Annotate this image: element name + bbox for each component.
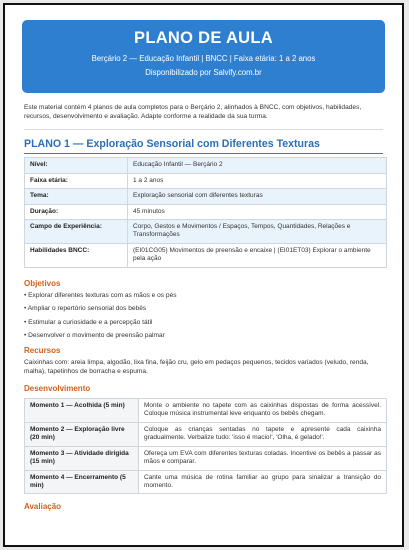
- info-key: Nível:: [25, 158, 128, 173]
- development-table: [24, 398, 387, 494]
- table-row: [25, 243, 387, 267]
- objectives-list: [24, 292, 383, 341]
- info-key: Duração:: [25, 204, 128, 219]
- header-subtitle: Berçário 2 — Educação Infantil | BNCC | Faixa etária: 1 a 2 anos: [91, 54, 316, 63]
- resources-heading: Recursos: [24, 345, 61, 355]
- page-title: PLANO DE AULA: [134, 29, 273, 47]
- info-value: (EI01CG05) Movimentos de preensão e encaixe | (EI01ET03) Explorar o ambiente pela ação: [128, 243, 387, 267]
- header-source: Disponibilizado por Salvify.com.br: [145, 68, 262, 77]
- table-row: [25, 470, 387, 494]
- moment-description: Cante uma música de rotina familiar ao grupo para sinalizar a transição do momento.: [139, 470, 387, 494]
- info-key: Habilidades BNCC:: [25, 243, 128, 267]
- table-row: [25, 189, 387, 204]
- table-row: [25, 158, 387, 173]
- document-page: [3, 3, 404, 547]
- info-key: Faixa etária:: [25, 173, 128, 188]
- table-row: [25, 204, 387, 219]
- moment-description: Coloque as crianças sentadas no tapete e apresente cada caixinha gradualmente. Verbalize tudo: 'isso é macio!', 'Olha, é gelado!'.: [139, 422, 387, 446]
- table-row: [25, 422, 387, 446]
- info-value: Educação Infantil — Berçário 2: [128, 158, 387, 173]
- resources-paragraph: Caixinhas com: areia limpa, algodão, lixa fina, feijão cru, gelo em pedaços pequenos, tecidos variados (veludo, renda, malha), tapetinhos de borracha e espuma.: [24, 358, 369, 375]
- moment-label: Momento 2 — Exploração livre (20 min): [25, 422, 139, 446]
- plan-title: PLANO 1 — Exploração Sensorial com Diferentes Texturas: [24, 138, 383, 154]
- table-row: [25, 446, 387, 470]
- table-row: [25, 399, 387, 423]
- header-banner: [22, 20, 385, 93]
- plan-info-table: [24, 157, 387, 267]
- info-value: 1 a 2 anos: [128, 173, 387, 188]
- info-key: Campo de Experiência:: [25, 220, 128, 244]
- evaluation-heading: Avaliação: [24, 502, 62, 512]
- info-value: Corpo, Gestos e Movimentos / Espaços, Tempos, Quantidades, Relações e Transformações: [128, 220, 387, 244]
- moment-label: Momento 3 — Atividade dirigida (15 min): [25, 446, 139, 470]
- moment-label: Momento 4 — Encerramento (5 min): [25, 470, 139, 494]
- intro-paragraph: Este material contém 4 planos de aula completos para o Berçário 2, alinhados à BNCC, com objetivos, habilidades, recursos, desenvolvimento e avaliação. Adapte conforme a realidade da sua turma.: [24, 104, 362, 121]
- development-heading: Desenvolvimento: [24, 384, 91, 394]
- list-item: • Estimular a curiosidade e a percepção tátil: [24, 318, 153, 326]
- list-item: • Explorar diferentes texturas com as mãos e os pés: [24, 291, 177, 299]
- info-key: Tema:: [25, 189, 128, 204]
- moment-label: Momento 1 — Acolhida (5 min): [25, 399, 139, 423]
- divider: [24, 129, 383, 130]
- moment-description: Monte o ambiente no tapete com as caixinhas dispostas de forma acessível. Coloque música instrumental leve enquanto os bebês chegam.: [139, 399, 387, 423]
- table-row: [25, 220, 387, 244]
- list-item: • Ampliar o repertório sensorial dos bebês: [24, 305, 147, 313]
- list-item: • Desenvolver o movimento de preensão palmar: [24, 332, 165, 340]
- info-value: Exploração sensorial com diferentes texturas: [128, 189, 387, 204]
- objectives-heading: Objetivos: [24, 278, 61, 288]
- moment-description: Ofereça um EVA com diferentes texturas coladas. Incentive os bebês a passar as mãos e comparar.: [139, 446, 387, 470]
- info-value: 45 minutos: [128, 204, 387, 219]
- table-row: [25, 173, 387, 188]
